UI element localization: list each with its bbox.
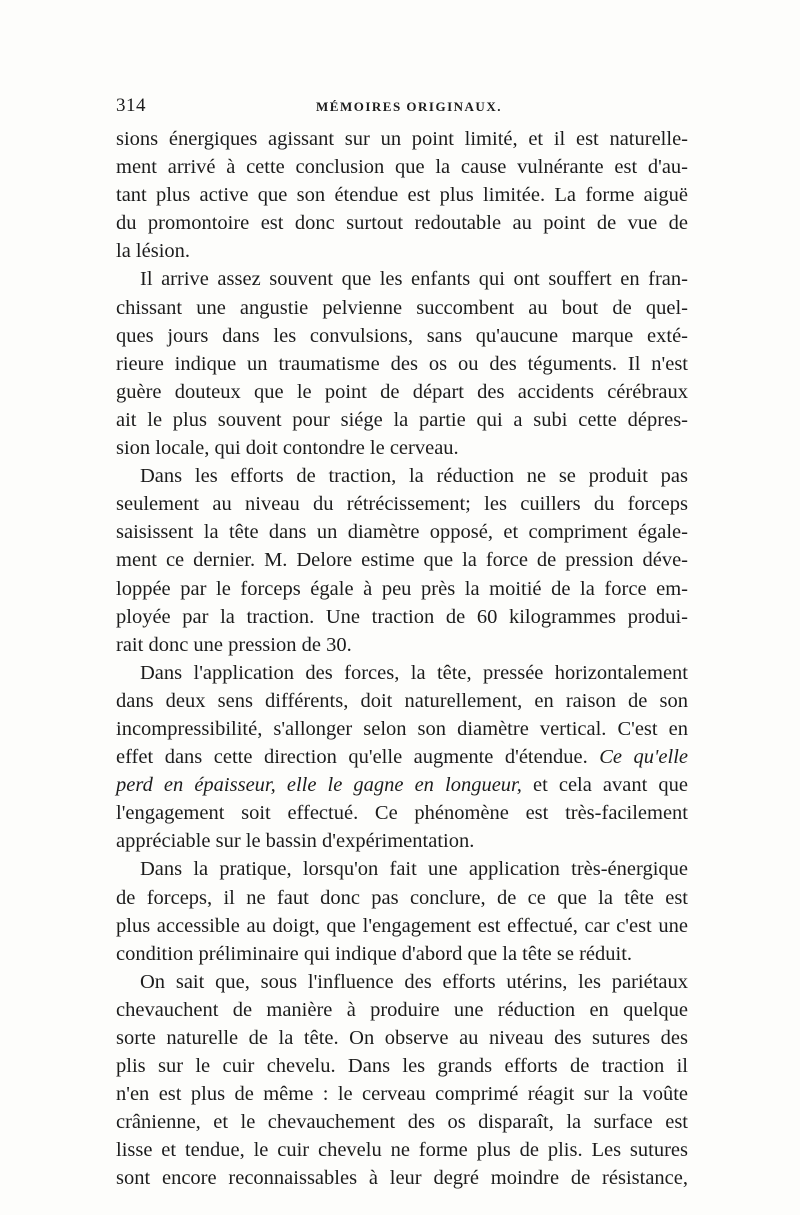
text-line [116,153,688,181]
line-text: loppée par le forceps égale à peu près la moitié de la force em- [116,577,688,600]
line-text: On sait que, sous l'influence des efforts utérins, les pariétaux [140,970,688,993]
line-text: ployée par la traction. Une traction de 60 kilogrammes produi- [116,605,688,628]
book-page [116,95,688,1193]
text-line [116,518,688,546]
text-line [116,546,688,574]
running-head [116,95,688,125]
text-line [116,659,688,687]
line-text: Il arrive assez souvent que les enfants qui ont souffert en fran- [140,268,688,291]
line-text: Dans les efforts de traction, la réduction ne se produit pas [140,465,688,488]
text-line [116,265,688,293]
line-text: et cela avant que [521,774,688,797]
text-line [116,434,688,462]
text-line [116,912,688,940]
text-line [116,181,688,209]
line-text: ques jours dans les convulsions, sans qu'aucune marque exté- [116,324,688,347]
line-text: appréciable sur le bassin d'expérimentation. [116,830,475,853]
text-line [116,996,688,1024]
line-text: de forceps, il ne faut donc pas conclure, de ce que la tête est [116,886,688,909]
text-line [116,1136,688,1164]
line-text: sont encore reconnaissables à leur degré moindre de résistance, [116,1167,688,1190]
text-line [116,1108,688,1136]
text-line [116,884,688,912]
line-text: la lésion. [116,240,191,263]
line-text: n'en est plus de même : le cerveau comprimé réagit sur la voûte [116,1083,688,1106]
line-text: chissant une angustie pelvienne succombent au bout de quel- [116,296,688,319]
line-text: lisse et tendue, le cuir chevelu ne forme plus de plis. Les sutures [116,1139,688,1162]
text-line [116,940,688,968]
line-text: sion locale, qui doit contondre le cerveau. [116,437,459,460]
line-text: ment ce dernier. M. Delore estime que la force de pression déve- [116,549,688,572]
text-line [116,855,688,883]
line-text: rait donc une pression de 30. [116,633,352,656]
text-line [116,1080,688,1108]
text-line [116,771,688,799]
page-number: 314 [116,95,146,116]
line-text: guère douteux que le point de départ des accidents cérébraux [116,380,688,403]
text-line [116,603,688,631]
text-line [116,462,688,490]
text-line [116,378,688,406]
line-text: sions énergiques agissant sur un point limité, et il est naturelle- [116,128,688,150]
text-line [116,406,688,434]
line-text: tant plus active que son étendue est plus limitée. La forme aiguë [116,184,688,207]
text-line [116,687,688,715]
line-text: rieure indique un traumatisme des os ou des téguments. Il n'est [116,352,688,375]
text-line [116,715,688,743]
italic-phrase: Ce qu'elle [599,746,688,769]
text-line [116,575,688,603]
line-text: plus accessible au doigt, que l'engagement est effectué, car c'est une [116,914,688,937]
text-line [116,350,688,378]
line-text: sorte naturelle de la tête. On observe au niveau des sutures des [116,1027,688,1049]
line-text: Dans la pratique, lorsqu'on fait une application très-énergique [140,858,688,881]
text-line [116,631,688,659]
line-text: crânienne, et le chevauchement des os disparaît, la surface est [116,1111,688,1134]
text-line [116,1024,688,1052]
line-text: seulement au niveau du rétrécissement; les cuillers du forceps [116,493,688,516]
line-text: plis sur le cuir chevelu. Dans les grands efforts de traction il [116,1055,688,1078]
line-text: incompressibilité, s'allonger selon son diamètre vertical. C'est en [116,717,688,740]
text-line [116,237,688,265]
text-line [116,322,688,350]
line-text: Dans l'application des forces, la tête, pressée horizontalement [140,661,688,684]
text-line [116,294,688,322]
text-line [116,125,688,153]
line-text: dans deux sens différents, doit naturellement, en raison de son [116,689,688,712]
text-line [116,827,688,855]
text-line [116,490,688,518]
text-line [116,799,688,827]
line-text: l'engagement soit effectué. Ce phénomène est très-facilement [116,802,688,825]
text-line [116,209,688,237]
italic-phrase: perd en épaisseur, elle le gagne en longueur, [116,774,522,797]
body-text [116,125,688,1193]
line-text: effet dans cette direction qu'elle augmente d'étendue. [116,746,588,769]
line-text: ait le plus souvent pour siége la partie qui a subi cette dépres- [116,408,688,431]
text-line [116,968,688,996]
text-line [116,1164,688,1192]
line-text: du promontoire est donc surtout redoutable au point de vue de [116,212,688,235]
running-title: MÉMOIRES ORIGINAUX. [316,99,502,114]
text-line [116,743,688,771]
line-text: condition préliminaire qui indique d'abord que la tête se réduit. [116,942,633,965]
line-text: ment arrivé à cette conclusion que la cause vulnérante est d'au- [116,156,688,179]
line-text: chevauchent de manière à produire une réduction en quelque [116,998,688,1021]
line-text: saisissent la tête dans un diamètre opposé, et compriment égale- [116,521,688,544]
text-line [116,1052,688,1080]
